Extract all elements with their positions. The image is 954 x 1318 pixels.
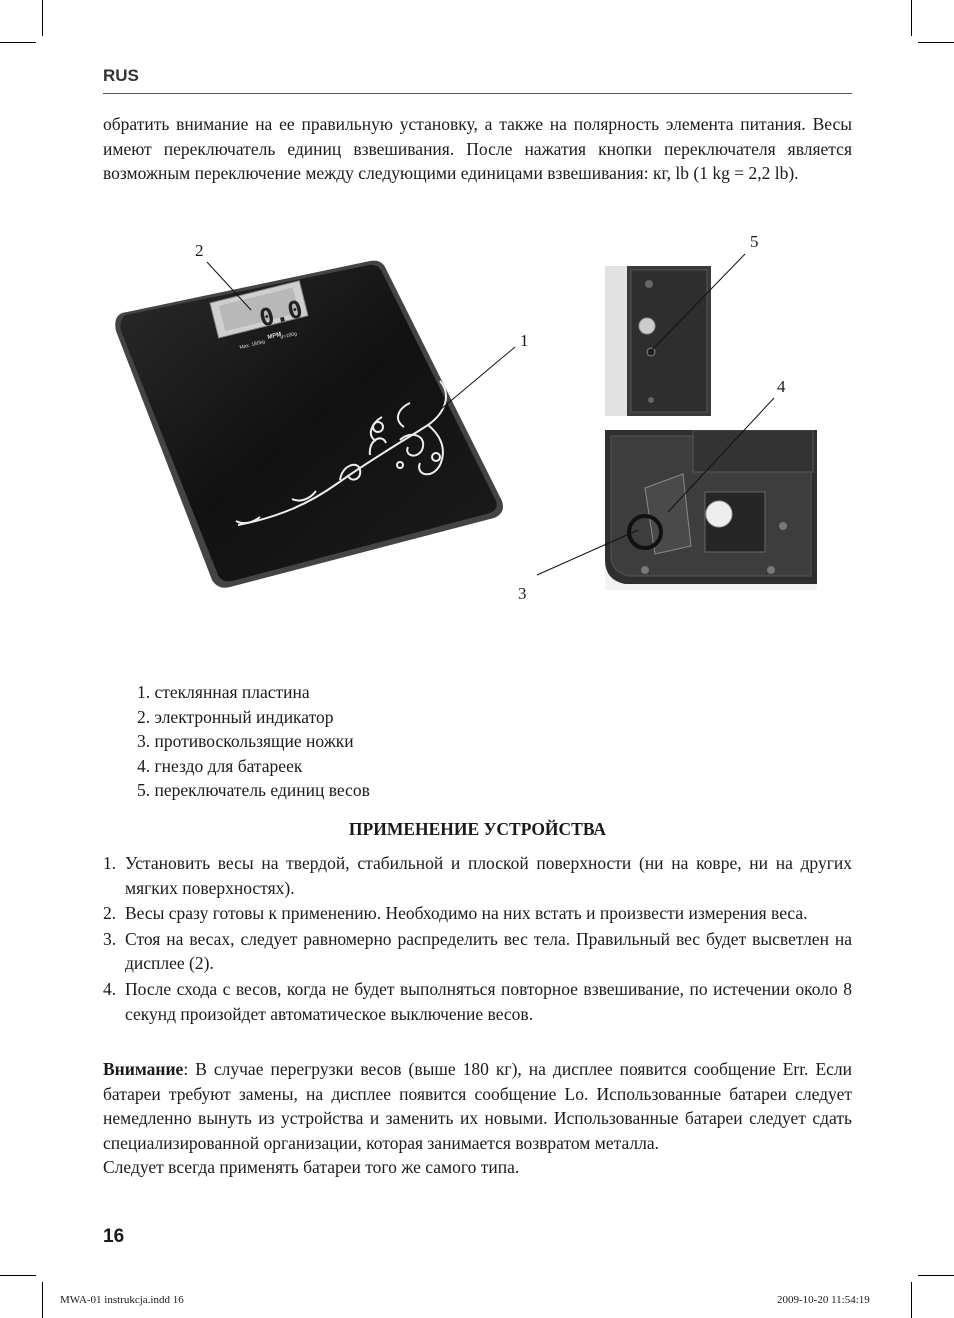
footer-filename: MWA-01 instrukcja.indd 16 <box>60 1294 184 1306</box>
step-item <box>103 851 852 900</box>
step-item <box>103 927 852 976</box>
page-number: 16 <box>103 1226 125 1247</box>
display-digits: 0.0 <box>256 294 306 333</box>
step-number: 2. <box>103 903 117 924</box>
crop-mark <box>0 1275 36 1276</box>
parts-list-item: 2. электронный индикатор <box>137 706 334 727</box>
parts-list-item: 1. стеклянная пластина <box>137 682 310 702</box>
display-max-label: Max. 180kg <box>239 338 266 351</box>
intro-paragraph: обратить внимание на ее правильную установку, а также на полярность элемента питания. Весы имеют переключатель единиц взвешивания. После нажатия кнопки переключателя является возможным переключение между следующими единицами взвешивания: кг, lb (1 kg = 2,2 lb). <box>103 114 852 183</box>
callout-4: 4 <box>777 377 786 396</box>
step-number: 4. <box>103 978 117 999</box>
step-number: 1. <box>103 853 117 873</box>
parts-list-item: 3. противоскользящие ножки <box>137 731 354 752</box>
callout-5: 5 <box>750 232 759 251</box>
callout-lines <box>0 0 954 640</box>
step-text: Установить весы на твердой, стабильной и плоской поверхности (ни на ковре, ни на других мягких поверхностях). <box>125 853 852 898</box>
parts-list-item: 4. гнездо для батареек <box>137 755 303 776</box>
display-d-label: d=100g <box>279 330 298 341</box>
step-item <box>103 901 852 926</box>
warning-paragraph <box>103 1057 852 1180</box>
usage-steps <box>103 851 852 1027</box>
warning-label: Внимание <box>103 1059 184 1079</box>
closing-text: Следует всегда применять батареи того же самого типа. <box>103 1157 520 1177</box>
crop-mark <box>918 1275 954 1276</box>
section-title: ПРИМЕНЕНИЕ УСТРОЙСТВА <box>348 819 607 839</box>
step-text: Весы сразу готовы к применению. Необходимо на них встать и произвести измерения веса. <box>125 903 808 924</box>
step-item <box>103 977 852 1026</box>
step-text: Стоя на весах, следует равномерно распределить вес тела. Правильный вес будет высветлен на дисплее (2). <box>125 928 852 974</box>
footer-timestamp: 2009-10-20 11:54:19 <box>777 1294 870 1306</box>
step-text: После схода с весов, когда не будет выполняться повторное взвешивание, по истечении около 8 секунд произойдет автоматическое выключение весов. <box>125 978 852 1024</box>
parts-list <box>137 680 370 803</box>
callout-1: 1 <box>520 331 529 350</box>
crop-mark <box>42 1282 43 1318</box>
crop-mark <box>911 1282 912 1318</box>
step-number: 3. <box>103 928 117 949</box>
callout-3: 3 <box>518 584 527 603</box>
language-header: RUS <box>103 66 139 85</box>
brand-logo: MPM <box>267 331 283 341</box>
callout-2: 2 <box>195 241 204 260</box>
warning-text: : В случае перегрузки весов (выше 180 кг), на дисплее появится сообщение Err. Если батареи требуют замены, на дисплее появится сообщение Lo. Использованные батареи следует немедленно вынуть из устройства и заменить их новыми. Использованные батареи следует сдать специализированной организации, которая занимается возвратом металла. <box>103 1059 852 1153</box>
parts-list-item: 5. переключатель единиц весов <box>137 780 370 801</box>
